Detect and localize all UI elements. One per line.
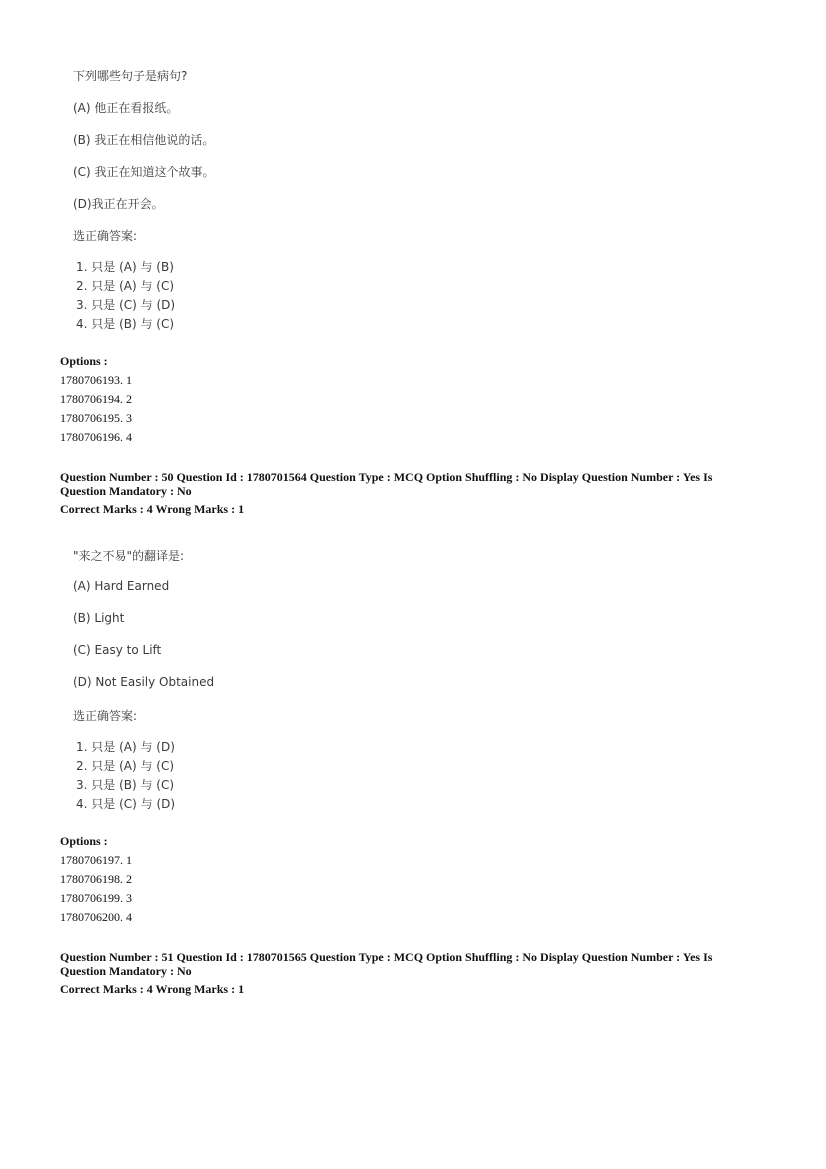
- question-text: "来之不易"的翻译是:: [73, 549, 185, 563]
- option-1: 1780706193. 1: [60, 373, 132, 387]
- choice-2: 2. 只是 (A) 与 (C): [76, 759, 175, 773]
- option-2: 1780706194. 2: [60, 392, 132, 406]
- choice-4: 4. 只是 (C) 与 (D): [76, 797, 176, 811]
- statement-b: (B) 我正在相信他说的话。: [73, 133, 215, 147]
- choice-2: 2. 只是 (A) 与 (C): [76, 279, 175, 293]
- statement-c: (C) 我正在知道这个故事。: [73, 165, 215, 179]
- choice-3: 3. 只是 (B) 与 (C): [76, 778, 175, 792]
- statement-a: (A) Hard Earned: [73, 579, 170, 593]
- option-3: 1780706199. 3: [60, 891, 132, 905]
- answer-prompt: 选正确答案:: [73, 229, 138, 243]
- marks-info: Correct Marks : 4 Wrong Marks : 1: [60, 982, 245, 996]
- question-header: Question Number : 50 Question Id : 1780701564 Question Type : MCQ Option Shuffling : No Display Question Number : Yes Is Question Mandatory : No: [60, 470, 713, 498]
- option-3: 1780706195. 3: [60, 411, 132, 425]
- statement-d: (D) Not Easily Obtained: [73, 675, 215, 689]
- choice-3: 3. 只是 (C) 与 (D): [76, 298, 176, 312]
- statement-c: (C) Easy to Lift: [73, 643, 162, 657]
- statement-d: (D)我正在开会。: [73, 197, 164, 211]
- option-2: 1780706198. 2: [60, 872, 132, 886]
- marks-info: Correct Marks : 4 Wrong Marks : 1: [60, 502, 245, 516]
- statement-a: (A) 他正在看报纸。: [73, 101, 179, 115]
- option-1: 1780706197. 1: [60, 853, 132, 867]
- statement-b: (B) Light: [73, 611, 125, 625]
- answer-prompt: 选正确答案:: [73, 709, 138, 723]
- options-label: Options :: [60, 354, 108, 368]
- question-text: 下列哪些句子是病句?: [73, 69, 188, 83]
- option-4: 1780706196. 4: [60, 430, 132, 444]
- choice-1: 1. 只是 (A) 与 (B): [76, 260, 174, 274]
- option-4: 1780706200. 4: [60, 910, 132, 924]
- choice-4: 4. 只是 (B) 与 (C): [76, 317, 175, 331]
- question-header: Question Number : 51 Question Id : 1780701565 Question Type : MCQ Option Shuffling : No Display Question Number : Yes Is Question Mandatory : No: [60, 950, 713, 978]
- options-label: Options :: [60, 834, 108, 848]
- choice-1: 1. 只是 (A) 与 (D): [76, 740, 175, 754]
